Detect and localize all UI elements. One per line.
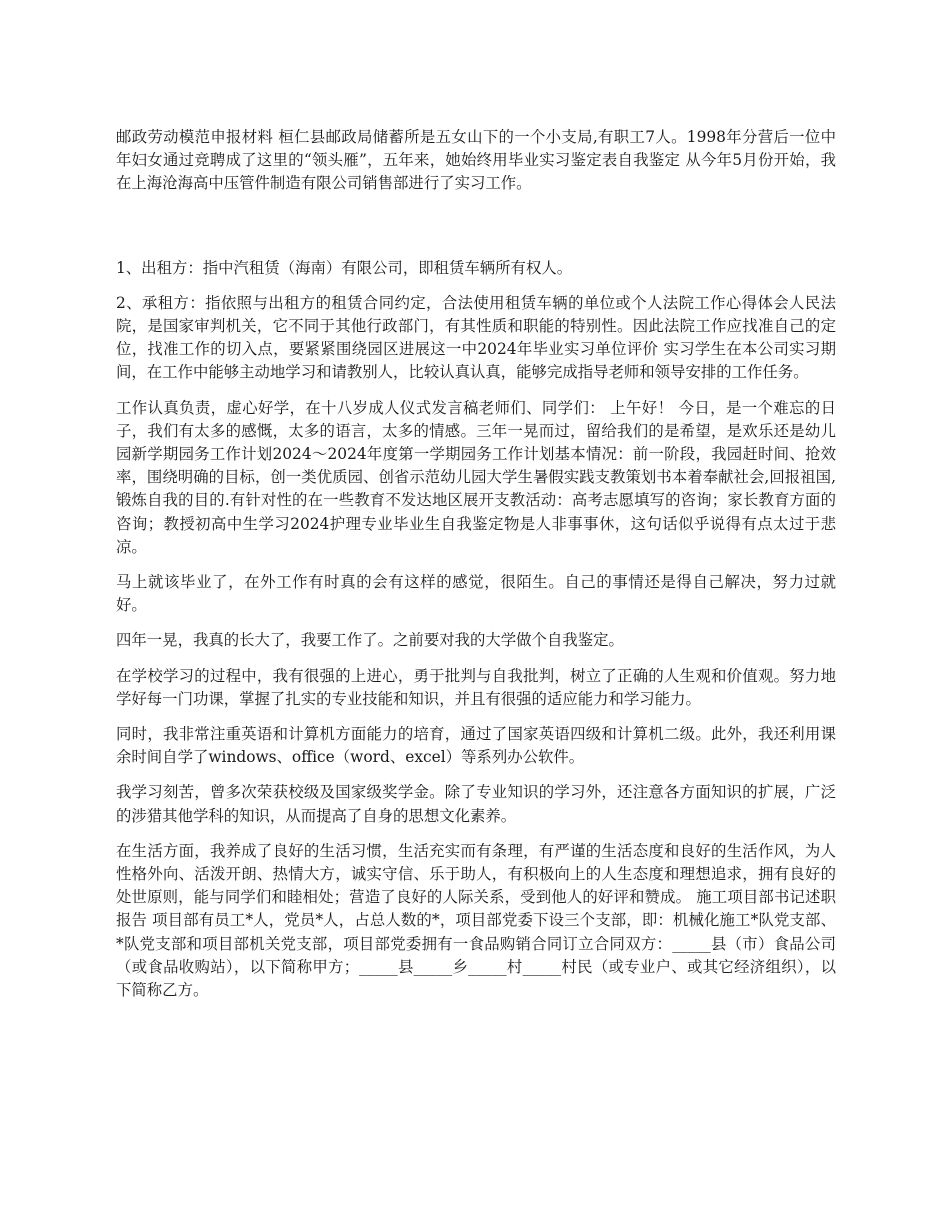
paragraph-8: 我学习刻苦，曾多次荣获校级及国家级奖学金。除了专业知识的学习外，还注意各方面知识的扩展，广泛的涉猎其他学科的知识，从而提高了自身的思想文化素养。 [116, 783, 836, 825]
section-gap [116, 196, 836, 257]
paragraph-9: 在生活方面，我养成了良好的生活习惯，生活充实而有条理，有严谨的生活态度和良好的生活作风，为人性格外向、活泼开朗、热情大方，诚实守信、乐于助人，有积极向上的人生态度和理想追求，拥有良好的处世原则，能与同学们和睦相处；营造了良好的人际关系，受到他人的好评和赞成。 施工项目部书记述职报告 项目部有员工*人，党员*人，占总人数的*，项目部党委下设三个支部，即：机械化施工*队党支部、*队党支部和项目部机关党支部，项目部党委拥有一食品购销合同订立合同双方：_____县（市）食品公司（或食品收购站），以下简称甲方；_____县_____乡_____村_____村民（或专业户、或其它经济组织），以下简称乙方。 [116, 841, 836, 1000]
paragraph-4: 马上就该毕业了，在外工作有时真的会有这样的感觉，很陌生。自己的事情还是得自己解决，努力过就好。 [116, 573, 836, 615]
document-page [116, 126, 836, 1014]
paragraph-6: 在学校学习的过程中，我有很强的上进心，勇于批判与自我批判，树立了正确的人生观和价值观。努力地学好每一门功课，掌握了扎实的专业技能和知识，并且有很强的适应能力和学习能力。 [116, 666, 836, 708]
paragraph-5: 四年一晃，我真的长大了，我要工作了。之前要对我的大学做个自我鉴定。 [116, 631, 624, 650]
paragraph-3: 工作认真负责，虚心好学，在十八岁成人仪式发言稿老师们、同学们： 上午好！ 今日，是一个难忘的日子，我们有太多的感慨，太多的语言，太多的情感。三年一晃而过，留给我们的是希望，是欢乐还是幼儿园新学期园务工作计划2024～2024年度第一学期园务工作计划基本情况：前一阶段，我园赶时间、抢效率，围绕明确的目标，创一类优质园、创省示范幼儿园大学生暑假实践支教策划书本着奉献社会,回报祖国,锻炼自我的目的.有针对性的在一些教育不发达地区展开支教活动：高考志愿填写的咨询；家长教育方面的咨询；教授初高中生学习2024护理专业毕业生自我鉴定物是人非事事休，这句话似乎说得有点太过于悲凉。 [116, 398, 836, 556]
paragraph-1: 1、出租方：指中汽租赁（海南）有限公司，即租赁车辆所有权人。 [116, 258, 573, 277]
paragraph-2: 2、承租方：指依照与出租方的租赁合同约定，合法使用租赁车辆的单位或个人法院工作心得体会人民法院，是国家审判机关，它不同于其他行政部门，有其性质和职能的特别性。因此法院工作应找准自己的定位，找准工作的切入点，要紧紧围绕园区进展这一中2024年毕业实习单位评价 实习学生在本公司实习期间，在工作中能够主动地学习和请教别人，比较认真认真，能够完成指导老师和领导安排的工作任务。 [116, 293, 836, 382]
intro-paragraph: 邮政劳动模范申报材料 桓仁县邮政局储蓄所是五女山下的一个小支局,有职工7人。1998年分营后一位中年妇女通过竞聘成了这里的“领头雁”，五年来，她始终用毕业实习鉴定表自我鉴定 从今年5月份开始，我在上海沧海高中压管件制造有限公司销售部进行了实习工作。 [116, 128, 836, 193]
paragraph-7: 同时，我非常注重英语和计算机方面能力的培育，通过了国家英语四级和计算机二级。此外，我还利用课余时间自学了windows、office（word、excel）等系列办公软件。 [116, 725, 836, 767]
